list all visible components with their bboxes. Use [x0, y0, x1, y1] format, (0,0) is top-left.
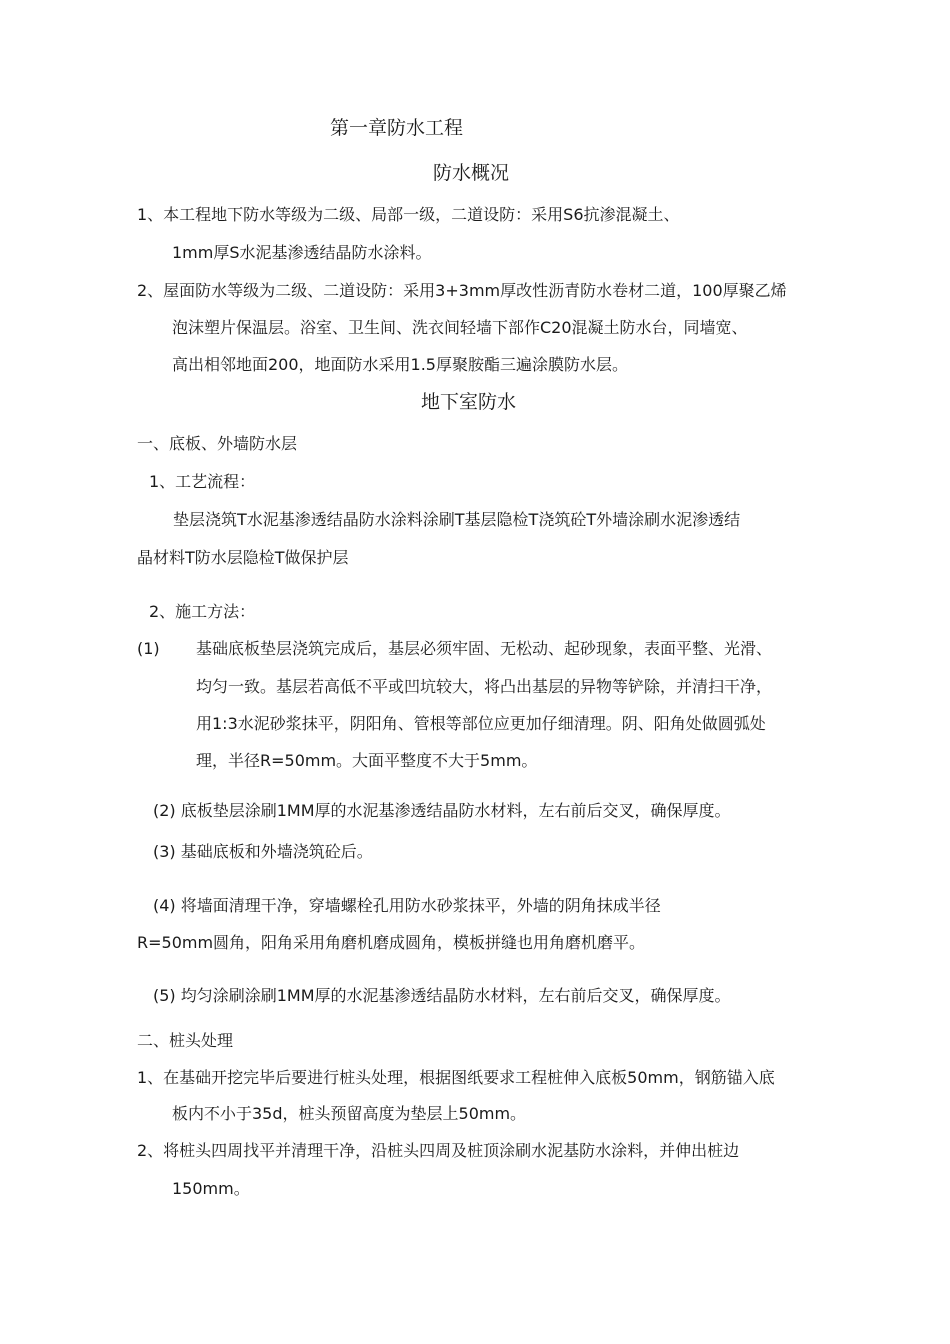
step-4-line-1: (4) 将墙面清理干净，穿墙螺栓孔用防水砂浆抹平，外墙的阴角抹成半径	[153, 896, 661, 915]
overview-item-2-line-1: 2、屋面防水等级为二级、二道设防：采用3+3mm厚改性沥青防水卷材二道，100厚聚乙烯	[137, 281, 787, 300]
step-5: (5) 均匀涂刷涂刷1MM厚的水泥基渗透结晶防水材料，左右前后交叉，确保厚度。	[153, 986, 731, 1005]
step-4-line-2: R=50mm圆角，阳角采用角磨机磨成圆角，模板拼缝也用角磨机磨平。	[137, 933, 646, 952]
chapter-title: 第一章防水工程	[330, 117, 464, 139]
step-1-line-3: 用1:3水泥砂浆抹平，阴阳角、管根等部位应更加仔细清理。阴、阳角处做圆弧处	[196, 714, 766, 733]
process-line-2: 晶材料T防水层隐检T做保护层	[137, 548, 349, 567]
step-1-line-2: 均匀一致。基层若高低不平或凹坑较大，将凸出基层的异物等铲除，并清扫干净，	[196, 677, 773, 696]
overview-item-1-line-2: 1mm厚S水泥基渗透结晶防水涂料。	[172, 243, 432, 262]
overview-heading: 防水概况	[433, 162, 510, 184]
process-line-1: 垫层浇筑T水泥基渗透结晶防水涂料涂刷T基层隐检T浇筑砼T外墙涂刷水泥渗透结	[173, 510, 741, 529]
step-1-line-1: 基础底板垫层浇筑完成后，基层必须牢固、无松动、起砂现象，表面平整、光滑、	[196, 639, 773, 658]
pile-item-2-line-1: 2、将桩头四周找平并清理干净，沿桩头四周及桩顶涂刷水泥基防水涂料，并伸出桩边	[137, 1141, 740, 1160]
method-label: 2、施工方法：	[149, 602, 256, 621]
pile-item-1-line-2: 板内不小于35d，桩头预留高度为垫层上50mm。	[172, 1104, 527, 1123]
overview-item-2-line-3: 高出相邻地面200，地面防水采用1.5厚聚胺酯三遍涂膜防水层。	[172, 355, 628, 374]
step-2: (2) 底板垫层涂刷1MM厚的水泥基渗透结晶防水材料，左右前后交叉，确保厚度。	[153, 801, 731, 820]
overview-item-2-line-2: 泡沫塑片保温层。浴室、卫生间、洗衣间轻墙下部作C20混凝土防水台，同墙宽、	[172, 318, 748, 337]
step-1-number: (1)	[137, 639, 160, 658]
overview-item-1-line-1: 1、本工程地下防水等级为二级、局部一级，二道设防：采用S6抗渗混凝土、	[137, 205, 680, 224]
section-2-heading: 二、桩头处理	[137, 1031, 234, 1050]
basement-heading: 地下室防水	[421, 391, 517, 413]
pile-item-1-line-1: 1、在基础开挖完毕后要进行桩头处理，根据图纸要求工程桩伸入底板50mm，钢筋锚入底	[137, 1068, 775, 1087]
step-3: (3) 基础底板和外墙浇筑砼后。	[153, 842, 373, 861]
pile-item-2-line-2: 150mm。	[172, 1179, 250, 1198]
section-1-heading: 一、底板、外墙防水层	[137, 434, 298, 453]
process-label: 1、工艺流程：	[149, 472, 256, 491]
step-1-line-4: 理，半径R=50mm。大面平整度不大于5mm。	[196, 751, 538, 770]
